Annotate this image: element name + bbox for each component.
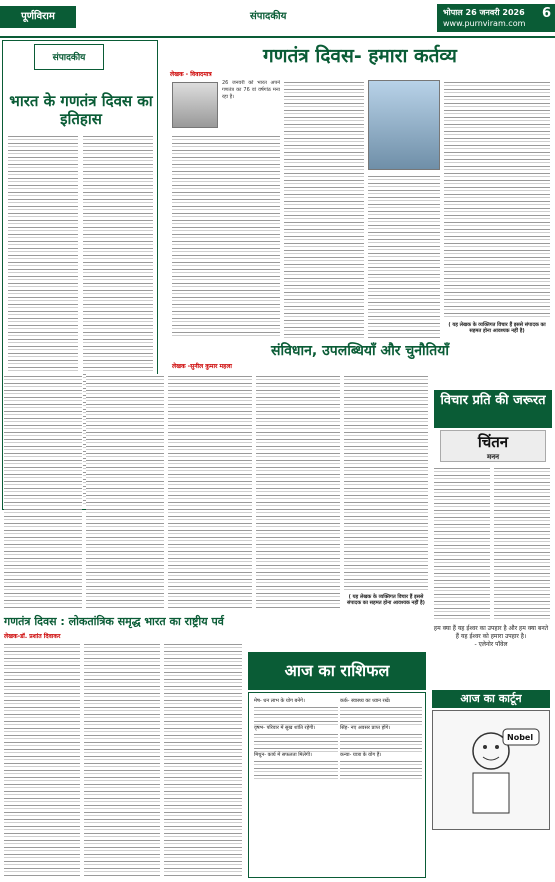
header-site[interactable]: www.purnviram.com: [443, 19, 526, 28]
opinion-column-2: [494, 466, 550, 622]
rashifal-list-left: [254, 698, 338, 779]
article2-headline: संविधान, उपलब्धियाँ और चुनौतियाँ: [271, 343, 449, 359]
main-column-2: [284, 80, 364, 338]
rashifal-item: कन्या- यात्रा के योग हैं।: [340, 752, 382, 758]
editorial-label: संपादकीय: [34, 44, 104, 70]
header-info: [437, 4, 555, 32]
article3-column-3: [164, 642, 242, 878]
rashifal-header: आज का राशिफल: [248, 652, 426, 690]
chintan-sub: मनन: [487, 453, 499, 461]
cartoon-label: Nobel: [507, 733, 534, 742]
cartoon-drawing: [433, 711, 549, 829]
opinion-header: विचार प्रति की जरूरत: [434, 390, 552, 428]
quote: [432, 625, 550, 649]
article3-column-1: [4, 642, 80, 878]
article3-author: लेखक-डॉ. प्रशांत दिवाकर: [4, 633, 61, 640]
article2-column-5: [344, 374, 428, 592]
rashifal-item: मेष- धन लाभ के योग बनेंगे।: [254, 698, 305, 704]
opinion-column-1: [434, 466, 490, 622]
cartoon-header: आज का कार्टून: [432, 690, 550, 708]
article2-author: लेखक -सुनील कुमार महला: [172, 363, 232, 370]
section-title: संपादकीय: [250, 11, 287, 22]
quote-author: - एलेनोर पॉवेल: [474, 641, 508, 648]
article3-column-2: [84, 642, 160, 878]
main-caption: 26 जनवरी को भारत अपने गणतंत्र का 76 वां वर्षगांठ मना रहा है।: [222, 80, 280, 100]
main-column-1: [172, 134, 280, 338]
parade-photo: [368, 80, 440, 170]
rashifal-list-right: [340, 698, 422, 779]
chintan-box: [440, 430, 546, 462]
main-column-4: [444, 80, 550, 320]
brand-logo: पूर्णविराम: [0, 6, 76, 28]
main-disclaimer: ( यह लेखक के व्यक्तिगत विचार हैं इससे संपादक का सहमत होना आवश्यक नहीं है): [448, 322, 546, 334]
page-number: 6: [541, 6, 551, 21]
editorial-headline: भारत के गणतंत्र दिवस का इतिहास: [9, 92, 153, 128]
chintan-title: चिंतन: [477, 433, 509, 451]
main-author: लेखक - विवादमात्र: [170, 71, 212, 78]
article2-column-2: [86, 374, 164, 610]
article2-column-4: [256, 374, 340, 610]
rashifal-item: सिंह- नए अवसर प्राप्त होंगे।: [340, 725, 391, 731]
cartoon-image: [432, 710, 550, 830]
rashifal-item: मिथुन- कार्य में सफलता मिलेगी।: [254, 752, 312, 758]
article2-disclaimer: ( यह लेखक के व्यक्तिगत विचार हैं इससे संपादक का सहमत होना आवश्यक नहीं है): [347, 594, 425, 606]
header-date: भोपाल 26 जनवरी 2026: [443, 8, 525, 17]
main-headline: गणतंत्र दिवस- हमारा कर्तव्य: [263, 45, 457, 67]
quote-text: हम क्या हैं यह ईश्वर का उपहार है और हम क्या बनते हैं यह ईश्वर को हमारा उपहार है।: [433, 625, 549, 640]
article2-column-1: [4, 374, 82, 610]
author-photo: [172, 82, 218, 128]
main-column-3: [368, 174, 440, 338]
article3-headline: गणतंत्र दिवस : लोकतांत्रिक समृद्ध भारत का राष्ट्रीय पर्व: [4, 615, 224, 628]
rashifal-item: वृषभ- परिवार में सुख शांति रहेगी।: [254, 725, 316, 731]
rashifal-item: कर्क- स्वास्थ्य का ध्यान रखें।: [340, 698, 391, 704]
article2-column-3: [168, 374, 252, 610]
